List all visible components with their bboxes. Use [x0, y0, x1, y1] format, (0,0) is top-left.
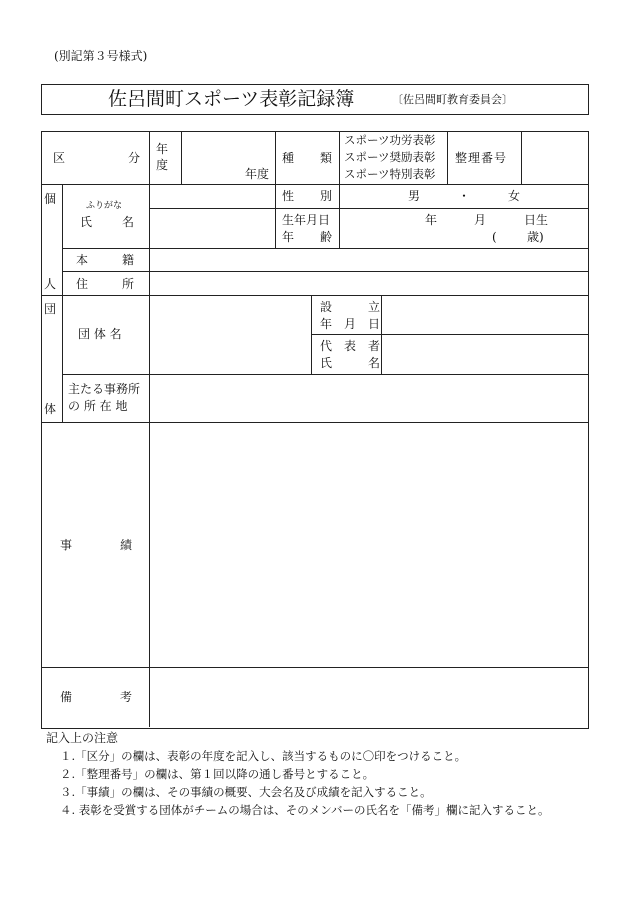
achievements-label-2: 績 — [120, 538, 133, 552]
age-paren-open: ( — [492, 230, 497, 244]
col-line — [62, 184, 63, 422]
row-line — [62, 248, 588, 249]
shimei-label-1: 氏 — [320, 356, 333, 370]
gender-option-male[interactable]: 男 — [408, 189, 421, 203]
jusho-label-2: 所 — [122, 277, 135, 291]
row-line — [41, 184, 588, 185]
age-label-1: 年 — [282, 230, 295, 244]
birth-unit-year: 年 — [425, 213, 438, 227]
notes-heading: 記入上の注意 — [46, 731, 119, 745]
col-line — [339, 131, 340, 184]
shimei-label-2: 名 — [368, 356, 381, 370]
individual-side-label-1: 個 — [44, 192, 57, 206]
name-label-1: 氏 — [80, 215, 93, 229]
col-line — [275, 131, 276, 184]
note-item: ２.「整理番号」の欄は、第１回以降の通し番号とすること。 — [60, 767, 375, 781]
gender-option-separator: ・ — [458, 189, 471, 203]
group-side-label-2: 体 — [44, 402, 57, 416]
jusho-label-1: 住 — [76, 277, 89, 291]
gender-label-1: 性 — [282, 189, 295, 203]
col-line — [311, 295, 312, 374]
age-label-2: 齢 — [320, 230, 333, 244]
col-line — [275, 184, 276, 248]
col-line — [447, 131, 448, 184]
individual-side-label-2: 人 — [44, 277, 57, 291]
row-line — [149, 208, 588, 209]
age-unit: 歳) — [527, 230, 544, 244]
office-label-line2: の 所 在 地 — [68, 399, 128, 413]
issuer: 〔佐呂間町教育委員会〕 — [392, 93, 513, 106]
kubun-label-1: 区 — [53, 151, 66, 165]
row-line — [41, 667, 588, 668]
remarks-label-2: 考 — [120, 690, 133, 704]
name-label-2: 名 — [122, 215, 135, 229]
award-type-special: スポーツ特別表彰 — [344, 167, 436, 181]
col-line — [149, 131, 150, 184]
ymd-label-3: 日 — [368, 317, 381, 331]
ymd-label-2: 月 — [344, 317, 357, 331]
remarks-label-1: 備 — [60, 690, 73, 704]
birth-unit-day: 日生 — [524, 213, 549, 227]
setsuritsu-label-1: 設 — [320, 300, 333, 314]
nendo-suffix: 年度 — [245, 167, 270, 181]
shurui-label-1: 種 — [282, 151, 295, 165]
row-line — [62, 374, 588, 375]
note-item: １.「区分」の欄は、表彰の年度を記入し、該当するものに〇印をつけること。 — [60, 749, 467, 763]
col-line — [181, 131, 182, 184]
shurui-label-2: 類 — [320, 151, 333, 165]
col-line — [381, 295, 382, 374]
seiri-bango-label: 整理番号 — [455, 151, 508, 165]
gender-label-2: 別 — [320, 189, 333, 203]
form-title: 佐呂間町スポーツ表彰記録簿 — [108, 88, 355, 110]
daihyosha-label-3: 者 — [368, 339, 381, 353]
furigana-label: ふりがな — [86, 201, 123, 211]
nendo-label-2: 度 — [156, 158, 169, 172]
row-line — [41, 422, 588, 423]
office-label-line1: 主たる事務所 — [68, 382, 141, 396]
note-item: ３.「事績」の欄は、その事績の概要、大会名及び成績を記入すること。 — [60, 785, 432, 799]
gender-option-female[interactable]: 女 — [508, 189, 521, 203]
award-type-encouragement: スポーツ奨励表彰 — [344, 150, 436, 164]
award-type-merit: スポーツ功労表彰 — [344, 133, 436, 147]
honseki-label-2: 籍 — [122, 253, 135, 267]
daihyosha-label-1: 代 — [320, 339, 333, 353]
birthdate-label: 生年月日 — [282, 213, 331, 227]
birth-unit-month: 月 — [474, 213, 487, 227]
setsuritsu-label-2: 立 — [368, 300, 381, 314]
row-line — [41, 295, 588, 296]
nendo-label-1: 年 — [156, 142, 169, 156]
col-line — [149, 184, 150, 727]
kubun-label-2: 分 — [128, 151, 141, 165]
form-id: (別記第３号様式) — [54, 49, 148, 63]
honseki-label-1: 本 — [76, 253, 89, 267]
note-item: ４. 表彰を受賞する団体がチームの場合は、そのメンバーの氏名を「備考」欄に記入すること。 — [60, 803, 550, 817]
daihyosha-label-2: 表 — [344, 339, 357, 353]
col-line — [339, 184, 340, 248]
row-line — [311, 334, 588, 335]
achievements-label-1: 事 — [60, 538, 73, 552]
group-side-label-1: 団 — [44, 302, 57, 316]
ymd-label-1: 年 — [320, 317, 333, 331]
col-line — [521, 131, 522, 184]
group-name-label: 団 体 名 — [78, 327, 122, 341]
row-line — [62, 271, 588, 272]
